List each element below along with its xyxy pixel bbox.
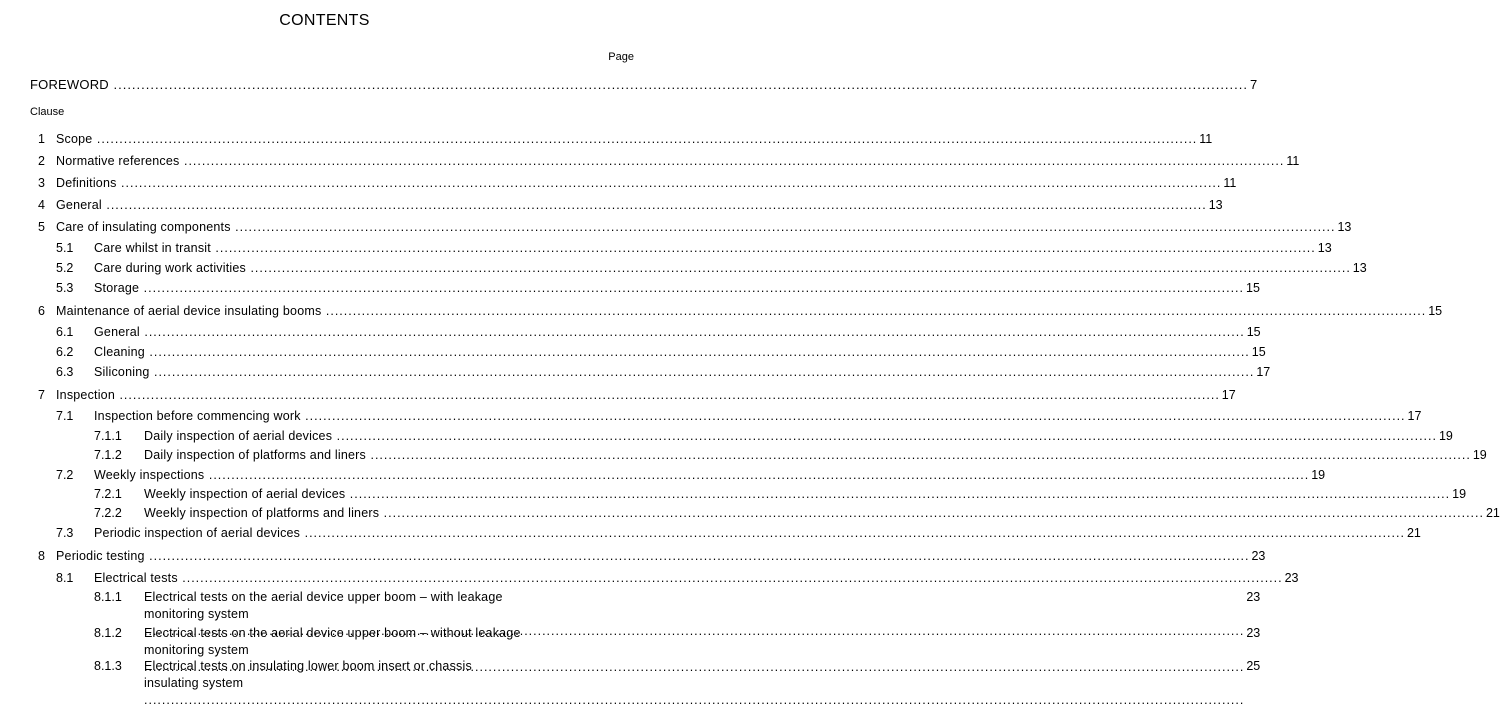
toc-entry-number: 3: [38, 176, 45, 190]
page-column-header: Page: [608, 51, 634, 63]
toc-entry-page: 15: [1428, 304, 1443, 318]
toc-entry-label: Electrical tests on insulating lower boom insert or chassis: [144, 659, 472, 673]
toc-entry-label: Periodic testing: [56, 549, 145, 563]
toc-entry-label: Inspection before commencing work: [94, 409, 301, 423]
toc-entry-label: Normative references: [56, 154, 180, 168]
toc-entry-number: 4: [38, 198, 45, 212]
toc-entry[interactable]: [38, 219, 1352, 236]
toc-entry-label: Electrical tests on the aerial device upper boom – with leakage: [144, 590, 503, 604]
toc-entry[interactable]: [38, 175, 1237, 192]
toc-entry-number: 7.2.2: [94, 506, 122, 520]
toc-entry-page: 17: [1256, 365, 1271, 379]
toc-entry[interactable]: [38, 548, 1266, 565]
toc-entry-label: Definitions: [56, 176, 117, 190]
toc-entry-page: 13: [1337, 220, 1352, 234]
toc-entry-number: 8.1.1: [94, 590, 122, 604]
toc-entry-page: 19: [1311, 468, 1326, 482]
toc-entry-label: Daily inspection of platforms and liners: [144, 448, 366, 462]
toc-entry[interactable]: [38, 197, 1223, 214]
toc-entry-number: 6.2: [56, 345, 74, 359]
toc-entry-page: 7: [1250, 77, 1258, 92]
toc-entry-label-continued: insulating system: [144, 676, 244, 690]
toc-entry[interactable]: [56, 344, 1266, 361]
toc-entry-label: Maintenance of aerial device insulating booms: [56, 304, 322, 318]
toc-entry-number: 5: [38, 220, 45, 234]
toc-entry-page: 19: [1472, 448, 1487, 462]
toc-entry-page: 17: [1407, 409, 1422, 423]
toc-entry-number: 7.3: [56, 526, 74, 540]
toc-entry-number: 5.2: [56, 261, 74, 275]
toc-entry[interactable]: [56, 570, 1299, 587]
toc-entry[interactable]: [38, 303, 1443, 320]
toc-entry-number: 8.1.3: [94, 659, 122, 673]
toc-entry-label: Weekly inspection of platforms and liners: [144, 506, 380, 520]
toc-entry-label: General: [56, 198, 102, 212]
toc-entry[interactable]: [56, 467, 1326, 484]
toc-entry-label: Cleaning: [94, 345, 145, 359]
toc-entry[interactable]: [56, 260, 1367, 277]
toc-entry-page: 15: [1251, 345, 1266, 359]
toc-entry[interactable]: [56, 240, 1332, 257]
toc-entry-label: Inspection: [56, 388, 115, 402]
toc-entry-label: Weekly inspections: [94, 468, 205, 482]
toc-entry-page: 23: [1284, 571, 1299, 585]
toc-entry-page: 13: [1208, 198, 1223, 212]
toc-entry[interactable]: [94, 658, 1261, 690]
toc-entry[interactable]: [56, 408, 1422, 425]
toc-entry-number: 7.1.1: [94, 429, 122, 443]
toc-entry[interactable]: [38, 131, 1213, 148]
toc-entry-label: Weekly inspection of aerial devices: [144, 487, 346, 501]
toc-entry-page: 21: [1406, 526, 1421, 540]
toc-entry-page: 11: [1286, 154, 1300, 168]
toc-entry-number: 1: [38, 132, 45, 146]
toc-entry-number: 6.3: [56, 365, 74, 379]
toc-entry-number: 7.1: [56, 409, 74, 423]
toc-entry-page: 17: [1221, 388, 1236, 402]
toc-entry-page: 15: [1246, 325, 1261, 339]
toc-entry-number: 7.2.1: [94, 487, 122, 501]
toc-entry-page: 19: [1438, 429, 1453, 443]
toc-entry-number: 6.1: [56, 325, 74, 339]
toc-entry-page: 11: [1199, 132, 1213, 146]
toc-entry[interactable]: [94, 428, 1453, 445]
toc-entry-page: 25: [1246, 659, 1261, 673]
toc-entry[interactable]: [38, 153, 1300, 170]
toc-entry-label: Daily inspection of aerial devices: [144, 429, 333, 443]
toc-entry-page: 15: [1246, 281, 1260, 295]
toc-entry[interactable]: [94, 505, 1500, 522]
toc-entry-number: 2: [38, 154, 45, 168]
toc-entry-label: Periodic inspection of aerial devices: [94, 526, 301, 540]
toc-entry-number: 7.2: [56, 468, 74, 482]
toc-entry-label: General: [94, 325, 140, 339]
toc-entry-page: 13: [1352, 261, 1367, 275]
toc-entry-label: Electrical tests on the aerial device upper boom – without leakage: [144, 626, 521, 640]
toc-entry-label: Electrical tests: [94, 571, 178, 585]
toc-entry-label-continued: monitoring system: [144, 607, 249, 621]
toc-entry[interactable]: [56, 525, 1421, 542]
toc-entry[interactable]: [94, 589, 1261, 623]
toc-entry-number: 5.1: [56, 241, 74, 255]
toc-entry[interactable]: [94, 486, 1467, 503]
toc-entry[interactable]: [56, 364, 1271, 381]
toc-entry-label: Care whilst in transit: [94, 241, 211, 255]
toc-entry-number: 8.1: [56, 571, 74, 585]
toc-entry-number: 5.3: [56, 281, 74, 295]
toc-entry-page: 11: [1223, 176, 1237, 190]
toc-entry-page: 21: [1485, 506, 1500, 520]
toc-entry-number: 7.1.2: [94, 448, 122, 462]
toc-entry-page: 23: [1246, 590, 1261, 604]
toc-entry[interactable]: [56, 324, 1261, 341]
toc-entry-label: Siliconing: [94, 365, 150, 379]
toc-entry-page: 23: [1251, 549, 1266, 563]
toc-entry-label: Storage: [94, 281, 140, 295]
toc-entry-label-continued: monitoring system: [144, 643, 249, 657]
toc-entry-page: 19: [1452, 487, 1467, 501]
toc-entry[interactable]: [94, 447, 1487, 464]
toc-entry-label: Care during work activities: [94, 261, 246, 275]
toc-entry-number: 8: [38, 549, 45, 563]
toc-entry-label: FOREWORD: [30, 77, 109, 92]
toc-entry-number: 8.1.2: [94, 626, 122, 640]
toc-entry[interactable]: [94, 625, 1261, 659]
toc-entry-foreword[interactable]: [30, 76, 1258, 93]
clause-column-header: Clause: [30, 106, 65, 118]
toc-entry[interactable]: [56, 280, 1260, 297]
toc-entry-number: 7: [38, 388, 45, 402]
toc-entry[interactable]: [38, 387, 1236, 404]
page-title: CONTENTS: [279, 12, 370, 29]
toc-entry-label: Care of insulating components: [56, 220, 231, 234]
toc-entry-label: Scope: [56, 132, 93, 146]
toc-entry-page: 23: [1246, 626, 1261, 640]
toc-entry-number: 6: [38, 304, 45, 318]
toc-entry-page: 13: [1317, 241, 1332, 255]
